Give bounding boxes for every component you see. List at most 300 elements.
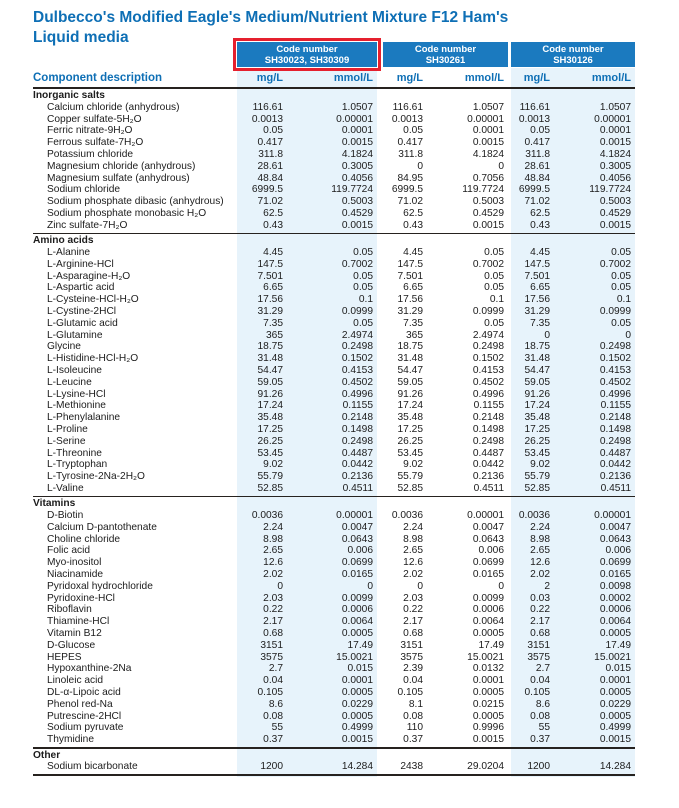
section-title: Other — [33, 749, 61, 761]
component-name: Magnesium sulfate (anhydrous) — [47, 172, 190, 184]
value-cell: 4.45 — [263, 246, 283, 258]
component-name: Vitamin B12 — [47, 628, 102, 640]
value-cell: 0.0015 — [472, 137, 504, 149]
value-cell: 4.1824 — [341, 148, 373, 160]
section-title: Amino acids — [33, 235, 94, 247]
value-cell: 2 — [544, 580, 550, 592]
value-cell: 0.5003 — [472, 196, 504, 208]
code-number-codes: SH30126 — [553, 54, 593, 66]
value-cell: 119.7724 — [462, 184, 504, 196]
table-row — [33, 196, 635, 208]
value-cell: 0.1155 — [600, 400, 631, 412]
table-row — [33, 663, 635, 675]
value-cell: 0.7002 — [472, 258, 504, 270]
value-cell: 0.0442 — [599, 459, 631, 471]
value-cell: 2.24 — [530, 521, 550, 533]
component-name: L-Serine — [47, 435, 86, 447]
value-cell: 71.02 — [524, 196, 550, 208]
value-cell: 8.6 — [268, 698, 283, 710]
value-cell: 3151 — [260, 639, 283, 651]
value-cell: 0.43 — [403, 219, 423, 231]
value-cell: 0.03 — [530, 592, 550, 604]
value-cell: 0 — [498, 580, 504, 592]
section-divider — [33, 496, 635, 498]
highlight-box — [233, 38, 381, 71]
table-row — [33, 459, 635, 471]
value-cell: 54.47 — [397, 364, 423, 376]
value-cell: 0.00001 — [336, 510, 373, 522]
value-cell: 0.05 — [484, 317, 504, 329]
table-row — [33, 522, 635, 534]
table-row — [33, 184, 635, 196]
component-name: Copper sulfate-5H₂O — [47, 113, 142, 125]
value-cell: 2.02 — [263, 569, 283, 581]
value-cell: 311.8 — [258, 148, 283, 160]
value-cell: 3575 — [400, 651, 423, 663]
value-cell: 0.4056 — [599, 172, 631, 184]
table-row — [33, 330, 635, 342]
value-cell: 0.0442 — [341, 459, 373, 471]
value-cell: 0.05 — [484, 282, 504, 294]
component-name: Thymidine — [47, 734, 94, 746]
value-cell: 8.1 — [408, 698, 423, 710]
value-cell: 0.1498 — [599, 423, 631, 435]
value-cell: 6999.5 — [518, 184, 550, 196]
unit-header-mg-3: mg/L — [523, 71, 550, 84]
table-row — [33, 102, 635, 114]
value-cell: 52.85 — [397, 482, 423, 494]
value-cell: 53.45 — [397, 447, 423, 459]
value-cell: 0.1155 — [473, 400, 504, 412]
component-name: L-Arginine-HCl — [47, 258, 114, 270]
value-cell: 31.29 — [257, 305, 283, 317]
value-cell: 0.0015 — [341, 137, 373, 149]
component-name: L-Proline — [47, 423, 88, 435]
value-cell: 0.0643 — [472, 533, 504, 545]
component-name: Sodium phosphate monobasic H₂O — [47, 207, 207, 219]
value-cell: 0.7002 — [341, 258, 373, 270]
table-row — [33, 365, 635, 377]
unit-header-mg-1: mg/L — [256, 71, 283, 84]
section-header-row — [33, 90, 635, 102]
table-row — [33, 137, 635, 149]
value-cell: 8.98 — [530, 533, 550, 545]
value-cell: 31.48 — [257, 353, 283, 365]
value-cell: 0.0002 — [599, 592, 631, 604]
value-cell: 0.2136 — [341, 471, 373, 483]
component-name: Sodium pyruvate — [47, 722, 124, 734]
table-row — [33, 282, 635, 294]
value-cell: 0.0001 — [341, 125, 373, 137]
value-cell: 7.35 — [530, 317, 550, 329]
value-cell: 0.0015 — [341, 219, 373, 231]
value-cell: 53.45 — [524, 447, 550, 459]
value-cell: 0.2498 — [472, 341, 504, 353]
value-cell: 17.24 — [257, 400, 283, 412]
value-cell: 59.05 — [257, 376, 283, 388]
value-cell: 0.2498 — [341, 341, 373, 353]
value-cell: 55 — [271, 722, 283, 734]
value-cell: 0 — [367, 580, 373, 592]
table-row — [33, 628, 635, 640]
value-cell: 0.006 — [605, 545, 631, 557]
table-row — [33, 208, 635, 220]
table-row — [33, 114, 635, 126]
component-name: Sodium chloride — [47, 184, 121, 196]
table-row — [33, 471, 635, 483]
code-number-label: Code number — [542, 43, 604, 55]
value-cell: 0.04 — [263, 675, 283, 687]
unit-header-mg-2: mg/L — [396, 71, 423, 84]
value-cell: 0.5003 — [341, 196, 373, 208]
value-cell: 7.501 — [397, 270, 423, 282]
value-cell: 17.56 — [524, 294, 550, 306]
value-cell: 7.35 — [263, 317, 283, 329]
value-cell: 0.0999 — [341, 305, 373, 317]
value-cell: 116.61 — [519, 101, 550, 113]
table-row — [33, 149, 635, 161]
table-row — [33, 448, 635, 460]
table-row — [33, 581, 635, 593]
value-cell: 0.0015 — [472, 219, 504, 231]
component-name: Glycine — [47, 341, 81, 353]
value-cell: 1200 — [260, 761, 283, 773]
value-cell: 26.25 — [524, 435, 550, 447]
value-cell: 0.0006 — [472, 604, 504, 616]
value-cell: 0.0001 — [341, 675, 373, 687]
component-name: D-Glucose — [47, 639, 96, 651]
table-row — [33, 259, 635, 271]
value-cell: 0.015 — [605, 663, 631, 675]
value-cell: 2.02 — [530, 569, 550, 581]
table-row — [33, 534, 635, 546]
value-cell: 91.26 — [257, 388, 283, 400]
value-cell: 0.0699 — [599, 557, 631, 569]
value-cell: 0.1498 — [341, 423, 373, 435]
table-row — [33, 687, 635, 699]
value-cell: 0.00001 — [336, 113, 373, 125]
value-cell: 17.25 — [524, 423, 550, 435]
code-number-codes: SH30023, SH30309 — [264, 54, 350, 66]
section-divider — [33, 233, 635, 235]
value-cell: 2.17 — [530, 616, 550, 628]
unit-header-mmol-1: mmol/L — [333, 71, 373, 84]
value-cell: 0.05 — [353, 270, 373, 282]
component-name: Niacinamide — [47, 569, 104, 581]
value-cell: 1.0507 — [472, 101, 504, 113]
table-row — [33, 616, 635, 628]
value-cell: 110 — [406, 722, 423, 734]
code-number-codes: SH30261 — [425, 54, 466, 66]
value-cell: 0.4502 — [341, 376, 373, 388]
value-cell: 9.02 — [263, 459, 283, 471]
value-cell: 2.4974 — [472, 329, 504, 341]
value-cell: 0.0999 — [599, 305, 631, 317]
value-cell: 0.0643 — [341, 533, 373, 545]
component-name: L-Threonine — [47, 447, 102, 459]
value-cell: 0.0001 — [472, 675, 504, 687]
value-cell: 4.1824 — [472, 148, 504, 160]
value-cell: 91.26 — [397, 388, 423, 400]
value-cell: 0.05 — [484, 270, 504, 282]
value-cell: 0.0064 — [599, 616, 631, 628]
value-cell: 0.4511 — [600, 482, 631, 494]
value-cell: 28.61 — [524, 160, 550, 172]
value-cell: 0.05 — [484, 246, 504, 258]
component-name: L-Cysteine-HCl-H₂O — [47, 294, 139, 306]
value-cell: 1.0507 — [599, 101, 631, 113]
value-cell: 54.47 — [257, 364, 283, 376]
value-cell: 0.0047 — [599, 521, 631, 533]
value-cell: 2.03 — [403, 592, 423, 604]
value-cell: 0.0001 — [599, 125, 631, 137]
value-cell: 31.48 — [524, 353, 550, 365]
value-cell: 0.417 — [397, 137, 423, 149]
value-cell: 0.0006 — [599, 604, 631, 616]
component-name: Choline chloride — [47, 533, 121, 545]
value-cell: 17.24 — [524, 400, 550, 412]
value-cell: 116.61 — [392, 101, 423, 113]
component-name: Potassium chloride — [47, 148, 134, 160]
value-cell: 0.4529 — [472, 207, 504, 219]
value-cell: 0 — [277, 580, 283, 592]
value-cell: 0.0006 — [341, 604, 373, 616]
value-cell: 0.0036 — [391, 510, 423, 522]
value-cell: 0.04 — [530, 675, 550, 687]
value-cell: 0.1 — [489, 294, 504, 306]
value-cell: 2.24 — [263, 521, 283, 533]
value-cell: 2.65 — [263, 545, 283, 557]
value-cell: 48.84 — [524, 172, 550, 184]
table-row — [33, 640, 635, 652]
table-row — [33, 125, 635, 137]
table-row — [33, 341, 635, 353]
value-cell: 7.35 — [403, 317, 423, 329]
value-cell: 0.0064 — [341, 616, 373, 628]
value-cell: 18.75 — [397, 341, 423, 353]
value-cell: 59.05 — [524, 376, 550, 388]
component-name: Myo-inositol — [47, 557, 102, 569]
value-cell: 3151 — [400, 639, 423, 651]
value-cell: 0.417 — [524, 137, 550, 149]
value-cell: 0.0229 — [341, 698, 373, 710]
value-cell: 84.95 — [397, 172, 423, 184]
value-cell: 31.29 — [397, 305, 423, 317]
header-rule — [33, 87, 635, 89]
value-cell: 0.1502 — [599, 353, 631, 365]
value-cell: 0.05 — [611, 317, 631, 329]
value-cell: 0.2148 — [341, 412, 373, 424]
value-cell: 0.4487 — [599, 447, 631, 459]
value-cell: 59.05 — [397, 376, 423, 388]
table-row — [33, 761, 635, 773]
value-cell: 52.85 — [257, 482, 283, 494]
component-name: Pyridoxal hydrochloride — [47, 580, 153, 592]
value-cell: 71.02 — [257, 196, 283, 208]
value-cell: 0.0005 — [472, 710, 504, 722]
section-divider — [33, 747, 635, 749]
value-cell: 0.0132 — [472, 663, 504, 675]
table-row — [33, 675, 635, 687]
value-cell: 8.6 — [535, 698, 550, 710]
value-cell: 35.48 — [257, 412, 283, 424]
table-row — [33, 377, 635, 389]
value-cell: 0.43 — [263, 219, 283, 231]
value-cell: 0.105 — [397, 687, 423, 699]
value-cell: 2.02 — [403, 569, 423, 581]
table-row — [33, 220, 635, 232]
value-cell: 0.1502 — [472, 353, 504, 365]
component-name: Ferric nitrate-9H₂O — [47, 125, 133, 137]
value-cell: 52.85 — [524, 482, 550, 494]
value-cell: 2.24 — [403, 521, 423, 533]
value-cell: 55.79 — [397, 471, 423, 483]
value-cell: 0.105 — [524, 687, 550, 699]
value-cell: 0.4529 — [341, 207, 373, 219]
value-cell: 48.84 — [257, 172, 283, 184]
value-cell: 311.8 — [398, 148, 423, 160]
table-row — [33, 161, 635, 173]
code-number-label: Code number — [414, 43, 477, 55]
table-row — [33, 424, 635, 436]
value-cell: 12.6 — [530, 557, 550, 569]
section-header-row — [33, 498, 635, 510]
page-title-line2: Liquid media — [33, 29, 129, 46]
component-name: L-Tyrosine-2Na-2H₂O — [47, 471, 145, 483]
component-name: L-Aspartic acid — [47, 282, 115, 294]
value-cell: 4.45 — [403, 246, 423, 258]
value-cell: 2.65 — [403, 545, 423, 557]
value-cell: 0.5003 — [599, 196, 631, 208]
value-cell: 0.00001 — [467, 113, 504, 125]
table-row — [33, 699, 635, 711]
value-cell: 0.0001 — [599, 675, 631, 687]
value-cell: 0.2498 — [341, 435, 373, 447]
value-cell: 55.79 — [257, 471, 283, 483]
component-name: Ferrous sulfate-7H₂O — [47, 137, 144, 149]
component-name: L-Methionine — [47, 400, 106, 412]
value-cell: 0.0005 — [472, 687, 504, 699]
value-cell: 0.2498 — [599, 435, 631, 447]
value-cell: 0.3005 — [599, 160, 631, 172]
value-cell: 14.284 — [599, 761, 631, 773]
value-cell: 17.56 — [397, 294, 423, 306]
value-cell: 62.5 — [263, 207, 283, 219]
value-cell: 0.2136 — [472, 471, 504, 483]
value-cell: 0.0643 — [599, 533, 631, 545]
value-cell: 0.0215 — [472, 698, 504, 710]
table-row — [33, 545, 635, 557]
value-cell: 2.03 — [263, 592, 283, 604]
table-row — [33, 306, 635, 318]
value-cell: 0 — [544, 329, 550, 341]
value-cell: 119.7724 — [331, 184, 373, 196]
value-cell: 0.4996 — [472, 388, 504, 400]
value-cell: 0.0013 — [251, 113, 283, 125]
value-cell: 0.4996 — [341, 388, 373, 400]
value-cell: 0.0015 — [341, 734, 373, 746]
value-cell: 71.02 — [397, 196, 423, 208]
value-cell: 9.02 — [403, 459, 423, 471]
value-cell: 365 — [406, 329, 423, 341]
value-cell: 116.61 — [252, 101, 283, 113]
value-cell: 0.0699 — [341, 557, 373, 569]
table-row — [33, 722, 635, 734]
table-row — [33, 652, 635, 664]
value-cell: 0.05 — [353, 282, 373, 294]
component-name: Pyridoxine-HCl — [47, 592, 115, 604]
value-cell: 0.05 — [611, 270, 631, 282]
value-cell: 0.015 — [347, 663, 373, 675]
value-cell: 0.0005 — [341, 710, 373, 722]
value-cell: 0.0005 — [599, 710, 631, 722]
value-cell: 0.0165 — [472, 569, 504, 581]
bottom-rule — [33, 774, 635, 776]
value-cell: 35.48 — [397, 412, 423, 424]
value-cell: 12.6 — [263, 557, 283, 569]
value-cell: 91.26 — [524, 388, 550, 400]
value-cell: 0.22 — [403, 604, 423, 616]
value-cell: 17.49 — [478, 639, 504, 651]
table-row — [33, 353, 635, 365]
value-cell: 119.7724 — [589, 184, 631, 196]
value-cell: 0 — [498, 160, 504, 172]
component-name: Linoleic acid — [47, 675, 104, 687]
value-cell: 0.37 — [403, 734, 423, 746]
value-cell: 0.4999 — [599, 722, 631, 734]
value-cell: 147.5 — [397, 258, 423, 270]
value-cell: 3575 — [527, 651, 550, 663]
value-cell: 8.98 — [403, 533, 423, 545]
value-cell: 0.7056 — [472, 172, 504, 184]
component-name: Folic acid — [47, 545, 91, 557]
value-cell: 0.4153 — [599, 364, 631, 376]
unit-header-mmol-3: mmol/L — [591, 71, 631, 84]
value-cell: 0.105 — [257, 687, 283, 699]
value-cell: 0.08 — [263, 710, 283, 722]
value-cell: 62.5 — [530, 207, 550, 219]
value-cell: 0.0098 — [599, 580, 631, 592]
value-cell: 0.0699 — [472, 557, 504, 569]
code-number-box-sh30261 — [383, 42, 508, 67]
value-cell: 8.98 — [263, 533, 283, 545]
value-cell: 55.79 — [524, 471, 550, 483]
value-cell: 18.75 — [257, 341, 283, 353]
code-number-label: Code number — [276, 43, 338, 55]
value-cell: 9.02 — [530, 459, 550, 471]
value-cell: 147.5 — [257, 258, 283, 270]
value-cell: 4.45 — [530, 246, 550, 258]
section-header-row — [33, 235, 635, 247]
component-name: Hypoxanthine-2Na — [47, 663, 132, 675]
value-cell: 12.6 — [403, 557, 423, 569]
value-cell: 147.5 — [524, 258, 550, 270]
table-row — [33, 271, 635, 283]
section-title: Inorganic salts — [33, 90, 105, 101]
value-cell: 4.1824 — [599, 148, 631, 160]
value-cell: 0.05 — [611, 282, 631, 294]
component-name: L-Phenylalanine — [47, 412, 121, 424]
value-cell: 0.68 — [263, 628, 283, 640]
component-name: Sodium bicarbonate — [47, 761, 138, 773]
table-row — [33, 412, 635, 424]
component-name: L-Glutamine — [47, 329, 103, 341]
value-cell: 17.25 — [257, 423, 283, 435]
value-cell: 0.05 — [611, 246, 631, 258]
value-cell: 0.006 — [478, 545, 504, 557]
table-row — [33, 294, 635, 306]
value-cell: 31.29 — [524, 305, 550, 317]
